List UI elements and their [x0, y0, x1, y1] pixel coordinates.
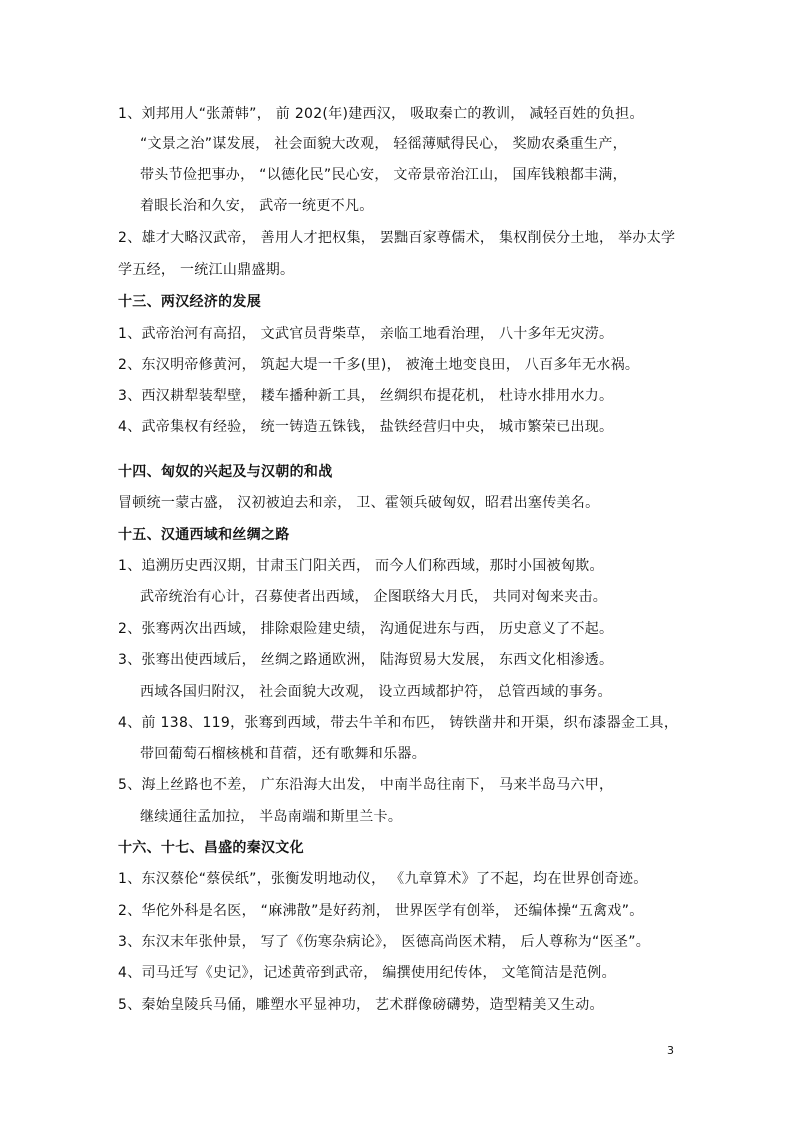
text-line: 3、张骞出使西域后， 丝绸之路通欧洲， 陆海贸易大发展， 东西文化相渗透。: [118, 652, 614, 668]
text-line: 武帝统治有心计，召募使者出西域， 企图联络大月氏， 共同对匈来夹击。: [140, 589, 608, 605]
text-line: 1、刘邦用人“张萧韩”， 前 202(年)建西汉， 吸取秦亡的教训， 减轻百姓的负担。: [118, 106, 644, 122]
text-line: 学五经， 一统江山鼎盛期。: [118, 262, 295, 278]
text-line: 冒顿统一蒙古盛， 汉初被迫去和亲， 卫、霍领兵破匈奴，昭君出塞传美名。: [118, 495, 600, 511]
text-line: 带回葡萄石榴核桃和苜蓿，还有歌舞和乐器。: [140, 746, 426, 762]
text-line: 3、西汉耕犁装犁壁， 耧车播种新工具， 丝绸织布提花机， 杜诗水排用水力。: [118, 388, 614, 404]
text-line: 4、前 138、119，张骞到西域，带去牛羊和布匹， 铸铁凿井和开渠，织布漆器金工具，: [118, 715, 679, 731]
section-heading: 十六、十七、昌盛的秦汉文化: [118, 840, 304, 856]
text-line: 2、华佗外科是名医， “麻沸散”是好药剂， 世界医学有创举， 还编体操“五禽戏”。: [118, 903, 644, 919]
text-line: 4、司马迁写《史记》，记述黄帝到武帝， 编撰使用纪传体， 文笔简洁是范例。: [118, 965, 616, 981]
text-line: 西域各国归附汉， 社会面貌大改观， 设立西域都护符， 总管西域的事务。: [140, 684, 612, 700]
text-line: 着眼长治和久安， 武帝一统更不凡。: [140, 198, 374, 214]
text-line: 5、海上丝路也不差， 广东沿海大出发， 中南半岛往南下， 马来半岛马六甲，: [118, 777, 614, 793]
section-heading: 十四、匈奴的兴起及与汉朝的和战: [118, 464, 333, 480]
text-line: “文景之治”谋发展， 社会面貌大改观， 轻徭薄赋得民心， 奖励农桑重生产，: [140, 136, 627, 152]
text-line: 1、东汉蔡伦“蔡侯纸”，张衡发明地动仪， 《九章算术》了不起，均在世界创奇迹。: [118, 871, 648, 887]
text-line: 3、东汉末年张仲景， 写了《伤寒杂病论》， 医德高尚医术精， 后人尊称为“医圣”。: [118, 934, 651, 950]
text-line: 1、追溯历史西汉期，甘肃玉门阳关西， 而今人们称西域，那时小国被匈欺。: [118, 558, 604, 574]
text-line: 5、秦始皇陵兵马俑，雕塑水平显神功， 艺术群像磅礴势，造型精美又生动。: [118, 997, 604, 1013]
text-line: 带头节俭把事办， “以德化民”民心安， 文帝景帝治江山， 国库钱粮都丰满，: [140, 167, 627, 183]
text-line: 4、武帝集权有经验， 统一铸造五铢钱， 盐铁经营归中央， 城市繁荣已出现。: [118, 419, 614, 435]
section-heading: 十三、两汉经济的发展: [118, 294, 261, 310]
text-line: 2、张骞两次出西域， 排除艰险建史绩， 沟通促进东与西， 历史意义了不起。: [118, 621, 614, 637]
text-line: 继续通往孟加拉， 半岛南端和斯里兰卡。: [140, 809, 403, 825]
text-line: 2、雄才大略汉武帝， 善用人才把权集， 罢黜百家尊儒术， 集权削侯分土地， 举办太学: [118, 230, 676, 246]
text-line: 1、武帝治河有高招， 文武官员背柴草， 亲临工地看治理， 八十多年无灾涝。: [118, 326, 614, 342]
page-number: 3: [667, 1044, 674, 1057]
text-line: 2、东汉明帝修黄河， 筑起大堤一千多(里)， 被淹土地变良田， 八百多年无水祸。: [118, 357, 640, 373]
section-heading: 十五、汉通西域和丝绸之路: [118, 527, 290, 543]
